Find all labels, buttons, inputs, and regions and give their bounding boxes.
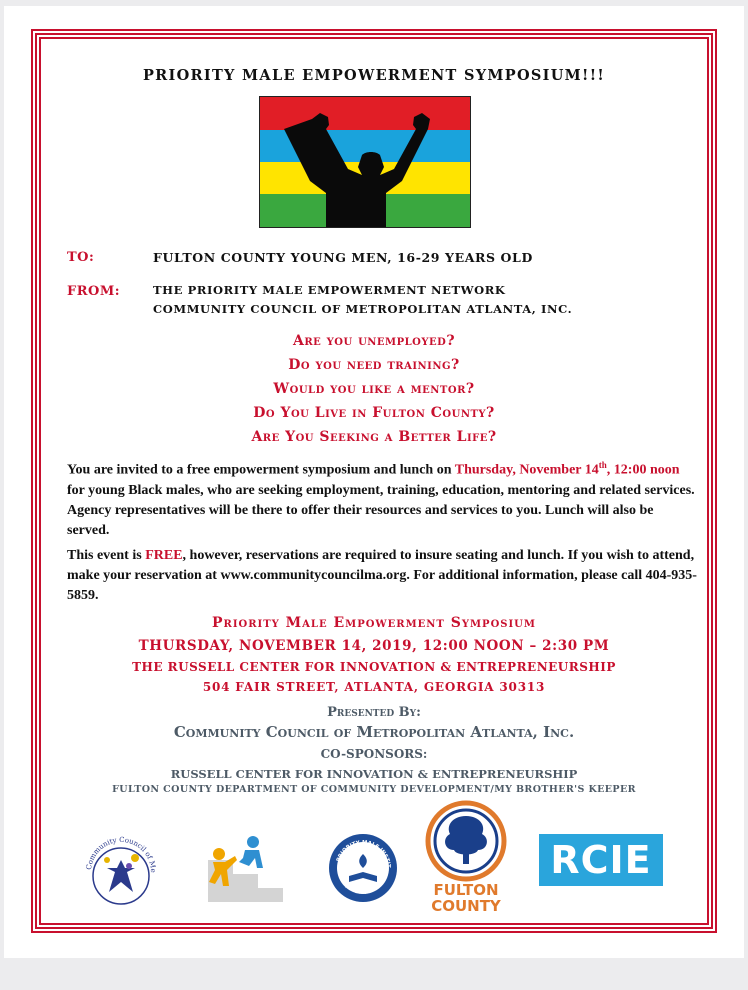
question-better-life: Are You Seeking a Better Life?	[251, 429, 497, 445]
presenting-organization: Community Council of Metropolitan Atlanta, Inc.	[173, 723, 575, 741]
pmi-logo-top-text: PRIORITY MALE INSTIT	[335, 839, 392, 869]
flyer-title: PRIORITY MALE EMPOWERMENT SYMPOSIUM!!!	[142, 67, 606, 84]
to-value: FULTON COUNTY YOUNG MEN, 16-29 YEARS OLD	[153, 250, 533, 265]
cosponsor-russell-center: RUSSELL CENTER FOR INNOVATION & ENTREPRENEURSHIP	[170, 767, 578, 781]
ccma-logo	[81, 828, 161, 908]
fulton-county-logo	[423, 800, 509, 920]
cosponsor-fulton-county: FULTON COUNTY DEPARTMENT OF COMMUNITY DEVELOPMENT/MY BROTHER'S KEEPER	[112, 784, 636, 795]
from-line-1: THE PRIORITY MALE EMPOWERMENT NETWORK	[153, 283, 506, 297]
ccma-stars-figures-icon	[81, 828, 161, 908]
reservation-free: FREE	[145, 548, 183, 563]
event-datetime: THURSDAY, NOVEMBER 14, 2019, 12:00 NOON – 2:30 PM	[138, 638, 610, 654]
invite-time: , 12:00 noon	[606, 462, 680, 478]
question-training: Do you need training?	[288, 357, 460, 373]
invite-date-suffix: th	[598, 460, 607, 470]
pmi-logo-bottom-text: Empowerment for Life	[339, 877, 388, 897]
from-label: FROM:	[67, 284, 121, 299]
mentor-steps-logo	[183, 828, 283, 908]
pmi-book-flame-icon	[327, 832, 399, 904]
question-unemployed: Are you unemployed?	[292, 333, 456, 349]
empowerment-flag-graphic	[259, 96, 471, 228]
presented-by-label: Presented By:	[327, 705, 421, 720]
invite-text-1: You are invited to a free empowerment symposium and lunch on	[67, 462, 455, 478]
raised-fists-silhouette-icon	[260, 97, 470, 227]
reservation-text-1: This event is	[67, 548, 146, 563]
to-label: TO:	[67, 250, 95, 265]
invite-text-2: for young Black males, who are seeking employment, training, education, mentoring and related services. Agency representatives will be there to offer their resources and services to you. Lunch will also be served.	[67, 482, 695, 538]
event-address: 504 FAIR STREET, ATLANTA, GEORGIA 30313	[202, 680, 546, 694]
question-list	[45, 329, 703, 449]
event-name: Priority Male Empowerment Symposium	[212, 615, 536, 631]
fulton-logo-line-2: COUNTY	[431, 897, 501, 915]
question-mentor: Would you like a mentor?	[273, 381, 475, 397]
flyer-content	[45, 43, 703, 919]
invitation-paragraph	[67, 455, 697, 541]
priority-male-institute-logo	[327, 832, 399, 904]
invite-date: Thursday, November 14	[454, 462, 599, 478]
question-fulton-county: Do You Live in Fulton County?	[253, 405, 495, 421]
reservation-paragraph	[67, 546, 697, 606]
rcie-logo: RCIE	[539, 834, 663, 886]
ccma-logo-text: Community Council of Me	[85, 835, 158, 873]
reservation-text-2: , however, reservations are required to insure seating and lunch. If you wish to attend, make your reservation at www.communitycouncilma.org. For additional information, please call 404-935-5859.	[67, 548, 697, 603]
event-venue: THE RUSSELL CENTER FOR INNOVATION & ENTREPRENEURSHIP	[132, 660, 616, 674]
fulton-county-logo-text	[423, 882, 509, 914]
fulton-county-tree-icon	[423, 800, 509, 882]
fulton-logo-line-1: FULTON	[433, 881, 499, 899]
cosponsors-label: CO-SPONSORS:	[320, 747, 428, 761]
from-line-2: COMMUNITY COUNCIL OF METROPOLITAN ATLANTA, INC.	[153, 302, 573, 316]
helping-hand-steps-icon	[183, 828, 283, 908]
